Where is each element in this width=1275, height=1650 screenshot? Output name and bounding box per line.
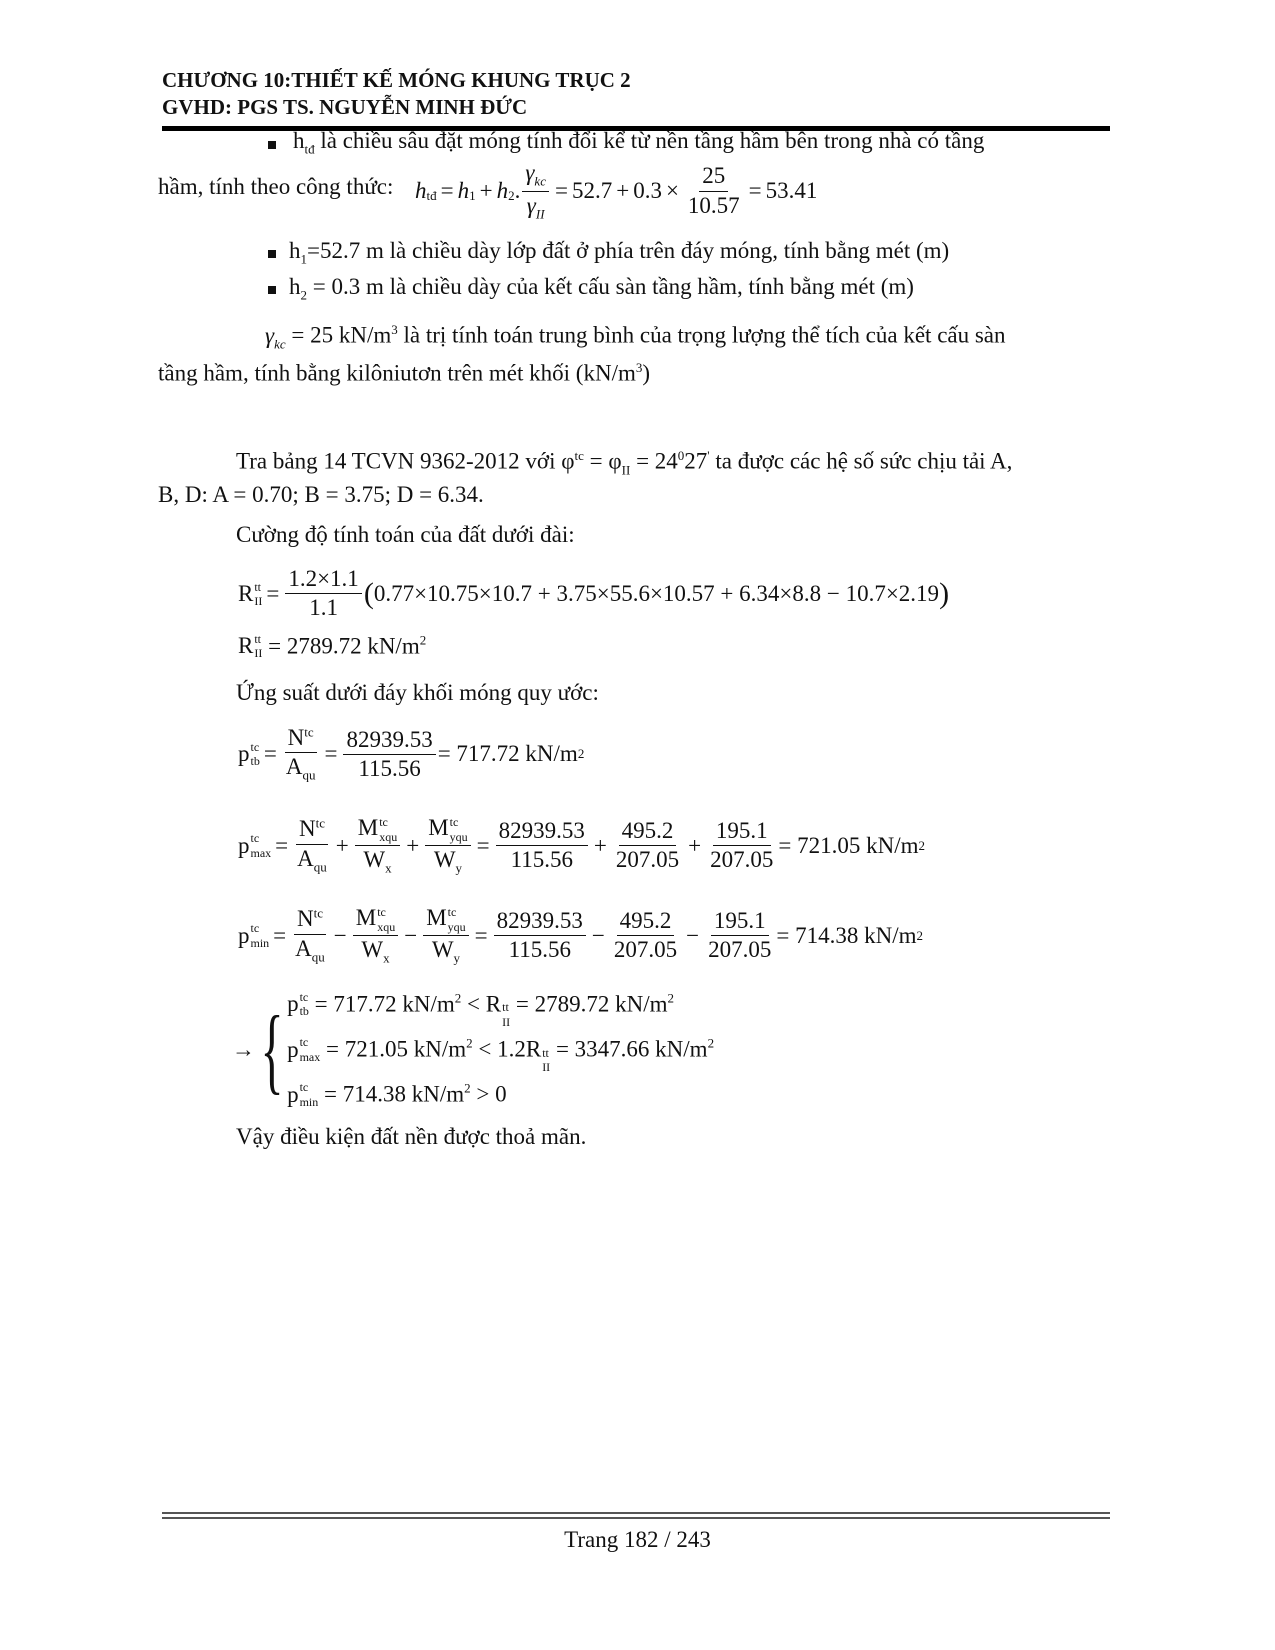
table-lookup-line: Tra bảng 14 TCVN 9362-2012 với $\varphi^{tc} = \varphi_{II} = 24^027'$ ta được các hệ số sức chịu tải A, bbox=[236, 448, 1013, 478]
advisor-line: GVHD: PGS TS. NGUYỄN MINH ĐỨC bbox=[162, 95, 528, 119]
page-number: Trang 182 / 243 bbox=[564, 1527, 711, 1552]
strength-heading: Cường độ tính toán của đất dưới đài: bbox=[236, 522, 575, 547]
coefficients-line: B, D: A = 0.70; B = 3.75; D = 6.34. bbox=[158, 482, 484, 507]
r-result: R tt II = 2789.72 $kN/m^2$ bbox=[238, 632, 427, 661]
ptb-formula: p tc tb = $\frac{N^{tc}}{A_{qu}}$ = $\frac{82939.53}{115.56}$ = 717.72 kN/m 2 bbox=[238, 724, 585, 784]
footer-rule bbox=[162, 1512, 1110, 1514]
formula-intro: hầm, tính theo công thức: bbox=[158, 174, 394, 199]
bullet-h1-text: $h_1=52.7$ m là chiều dày lớp đất ở phía trên đáy móng, tính bằng mét (m) bbox=[289, 238, 950, 267]
conclusion-text: Vậy điều kiện đất nền được thoả mãn. bbox=[236, 1124, 587, 1149]
check-system: → { p tc tb = 717.72 $kN/m^2 < R$ tt II = 2789.72 $kN/m^2$ p tc max = 721.05 $kN/m^2 < 1.2R$ tt II = 3347.66 $kN/m^2$ p tc min = 714.38 $kN/m^2 > 0$ bbox=[232, 990, 715, 1109]
bullet-icon bbox=[268, 250, 276, 258]
pmin-formula: p tc min = $\frac{N^{tc}}{A_{qu}}$ − M tc xqu $W_x$ − M tc yqu $W_y$ = $\frac{82939.53}{115.56}$ − $\frac{495.2}{207.05}$ − $\frac{195.1}{207.05}$ = 714.38 kN/m 2 bbox=[238, 905, 923, 966]
htd-formula: h $_{tđ}$ = h $_1$ + h $_2$ . $\frac{\gamma_{kc}}{\gamma_{II}}$ = 52.7 + 0.3 × $\frac{25}{10.57}$ = 53.41 bbox=[415, 160, 818, 222]
r-formula: R tt II = $\frac{1.2\times 1.1}{1.1}$ ( 0.77×10.75×10.7 + 3.75×55.6×10.57 + 6.34×8.8 − 10.7×2.19 ) bbox=[238, 566, 950, 621]
gamma-line: $\gamma_{kc} = 25$ $kN/m^3$ là trị tính toán trung bình của trọng lượng thể tích của kết cấu sàn bbox=[265, 322, 1006, 352]
bullet-htd-text: $h_{tđ}$ là chiều sâu đặt móng tính đổi kể từ nền tầng hầm bên trong nhà có tầng bbox=[293, 128, 985, 157]
gamma-line-2: tầng hầm, tính bằng kilôniutơn trên mét khối $(kN/m^3)$ bbox=[158, 360, 651, 386]
bullet-h2-text: $h_2 = 0.3$ m là chiều dày của kết cấu sàn tầng hầm, tính bằng mét (m) bbox=[289, 274, 914, 303]
footer-rule bbox=[162, 1517, 1110, 1519]
stress-heading: Ứng suất dưới đáy khối móng quy ước: bbox=[236, 680, 599, 705]
bullet-icon bbox=[268, 141, 276, 149]
pmax-formula: p tc max = $\frac{N^{tc}}{A_{qu}}$ + M tc xqu $W_x$ + M tc yqu $W_y$ = $\frac{82939.53}{115.56}$ + $\frac{495.2}{207.05}$ + $\frac{195.1}{207.05}$ = 721.05 kN/m 2 bbox=[238, 815, 925, 876]
chapter-title: CHƯƠNG 10:THIẾT KẾ MÓNG KHUNG TRỤC 2 bbox=[162, 68, 631, 92]
bullet-icon bbox=[268, 286, 276, 294]
